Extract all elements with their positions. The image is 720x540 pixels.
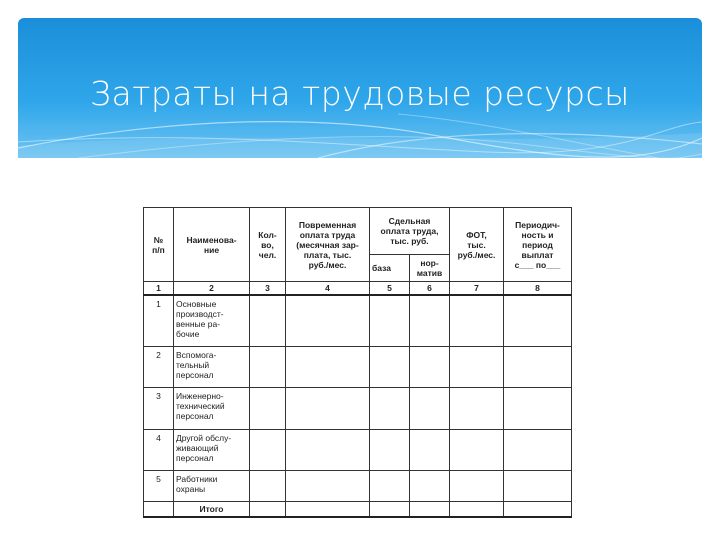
row-name: Работники охраны <box>174 470 250 501</box>
row-index: 2 <box>144 347 174 388</box>
empty-cell <box>250 347 286 388</box>
column-number: 5 <box>370 282 410 296</box>
empty-cell <box>504 429 572 470</box>
empty-cell <box>250 388 286 429</box>
empty-cell <box>370 470 410 501</box>
header-payroll: ФОТ, тыс. руб./мес. <box>450 208 504 282</box>
column-number: 7 <box>450 282 504 296</box>
empty-cell <box>250 470 286 501</box>
empty-cell <box>370 388 410 429</box>
empty-cell <box>450 347 504 388</box>
row-name: Инженерно- технический персонал <box>174 388 250 429</box>
empty-cell <box>410 295 450 346</box>
row-name: Другой обслу- живающий персонал <box>174 429 250 470</box>
row-name: Основные производст- венные ра- бочие <box>174 295 250 346</box>
empty-cell <box>410 388 450 429</box>
header-number: № п/п <box>144 208 174 282</box>
empty-cell <box>286 501 370 517</box>
table-row <box>144 470 572 501</box>
row-name: Вспомога- тельный персонал <box>174 347 250 388</box>
empty-cell <box>286 295 370 346</box>
empty-cell <box>370 347 410 388</box>
labor-costs-table <box>143 207 572 518</box>
table-row <box>144 347 572 388</box>
header-count: Кол- во, чел. <box>250 208 286 282</box>
empty-cell <box>410 429 450 470</box>
empty-cell <box>450 429 504 470</box>
empty-cell <box>286 429 370 470</box>
empty-cell <box>370 501 410 517</box>
empty-cell <box>286 470 370 501</box>
empty-cell <box>370 295 410 346</box>
header-time-wage: Повременная оплата труда (месячная зар- плата, тыс. руб./мес. <box>286 208 370 282</box>
table-row <box>144 295 572 346</box>
column-number: 1 <box>144 282 174 296</box>
column-number: 3 <box>250 282 286 296</box>
table-row <box>144 429 572 470</box>
table-row <box>144 388 572 429</box>
empty-cell <box>504 470 572 501</box>
title-banner <box>18 18 702 158</box>
total-row <box>144 501 572 517</box>
column-number: 8 <box>504 282 572 296</box>
empty-cell <box>410 347 450 388</box>
empty-cell <box>504 347 572 388</box>
labor-costs-table-container <box>143 207 571 518</box>
empty-cell <box>250 295 286 346</box>
row-index: 3 <box>144 388 174 429</box>
empty-cell <box>286 388 370 429</box>
empty-cell <box>250 429 286 470</box>
header-base: база <box>370 255 410 282</box>
empty-cell <box>504 388 572 429</box>
column-number: 6 <box>410 282 450 296</box>
empty-cell <box>450 470 504 501</box>
empty-cell <box>144 501 174 517</box>
row-index: 1 <box>144 295 174 346</box>
column-number: 4 <box>286 282 370 296</box>
header-name: Наименова- ние <box>174 208 250 282</box>
empty-cell <box>410 501 450 517</box>
header-periodicity: Периодич- ность и период выплат с___ по___ <box>504 208 572 282</box>
empty-cell <box>504 501 572 517</box>
slide-title: Затраты на трудовые ресурсы <box>90 74 630 113</box>
empty-cell <box>250 501 286 517</box>
column-number: 2 <box>174 282 250 296</box>
header-norm: нор- матив <box>410 255 450 282</box>
empty-cell <box>286 347 370 388</box>
total-label: Итого <box>174 501 250 517</box>
empty-cell <box>410 470 450 501</box>
empty-cell <box>450 388 504 429</box>
header-piece-wage: Сдельная оплата труда, тыс. руб. <box>370 208 450 255</box>
row-index: 4 <box>144 429 174 470</box>
empty-cell <box>450 501 504 517</box>
empty-cell <box>370 429 410 470</box>
row-index: 5 <box>144 470 174 501</box>
empty-cell <box>504 295 572 346</box>
empty-cell <box>450 295 504 346</box>
